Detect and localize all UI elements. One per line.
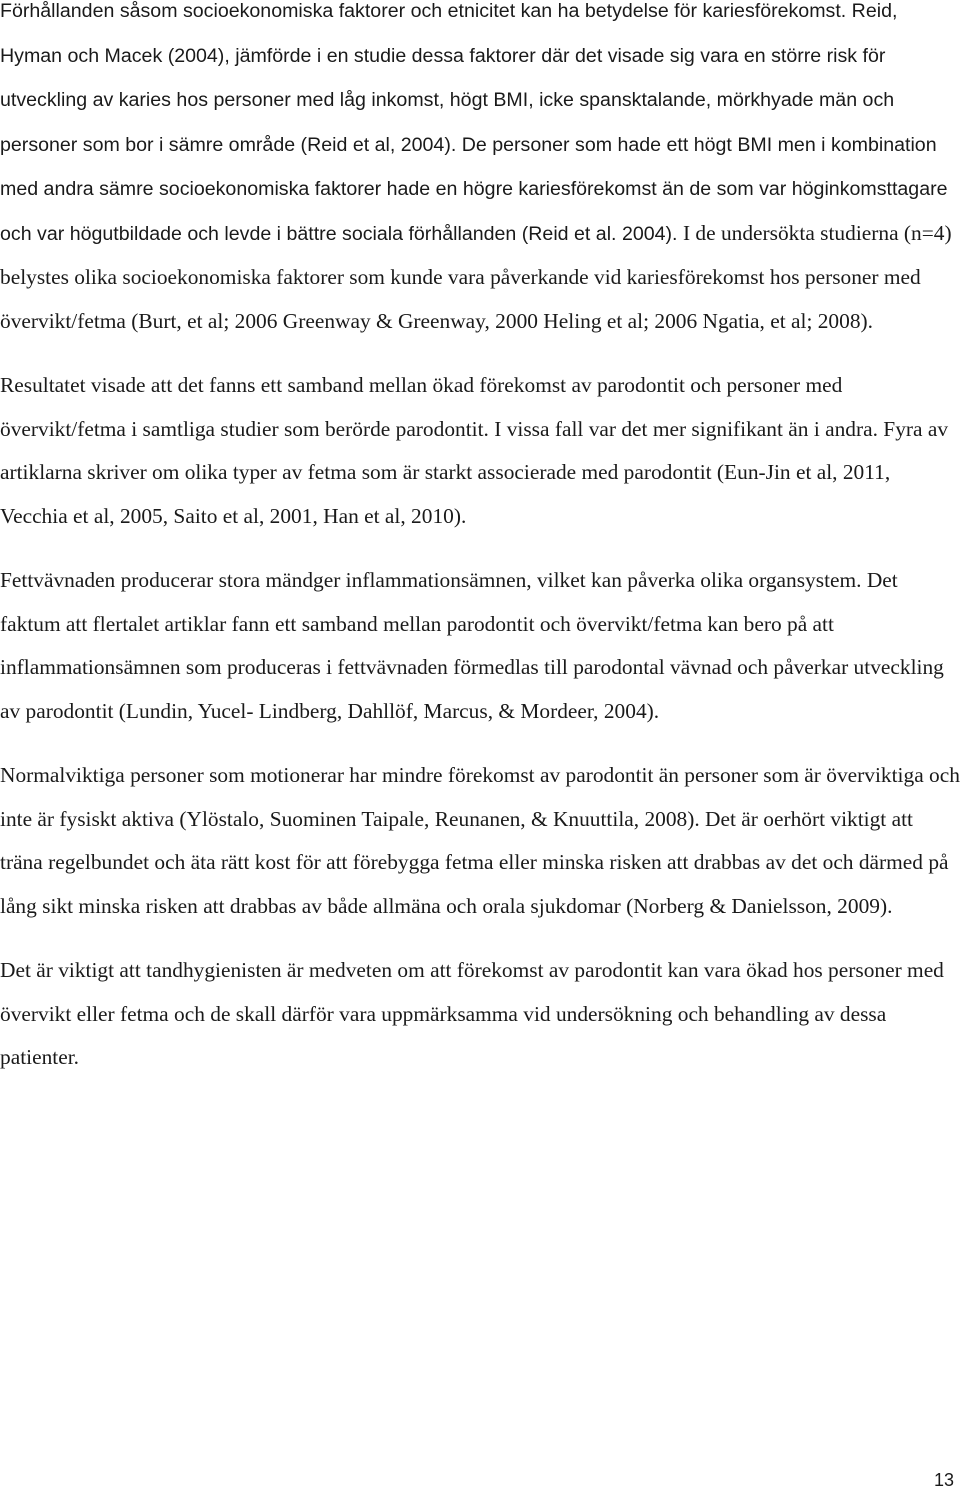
paragraph-socioeconomic-factors [0, 0, 960, 343]
text-segment: Det är viktigt att tandhygienisten är medveten om att förekomst av parodontit kan vara ökad hos personer med övervikt eller fetma och de skall därför vara uppmärksamma vid undersökning och behandling av dessa patienter. [0, 958, 944, 1069]
text-segment: I de undersökta studierna (n=4) belystes olika socioekonomiska faktorer som kunde vara påverkande vid kariesförekomst hos personer med övervikt/fetma (Burt, et al; 2006 Greenway & Greenway, 2000 Heling et al; 2006 Ngatia, et al; 2008). [0, 220, 952, 333]
text-segment: Förhållanden såsom socioekonomiska faktorer och etnicitet kan ha betydelse för kariesförekomst. [0, 0, 852, 22]
paragraph-dental-hygienist [0, 949, 960, 1080]
text-segment: Reid, Hyman och Macek (2004), jämförde i en studie dessa faktorer där det visade sig vara en större risk för utveckling av karies hos personer med låg inkomst, högt BMI, icke spansktalande, mörkhyade män och personer som bor i sämre område (Reid et al, 2004). [0, 0, 898, 156]
text-segment: De personer som hade ett högt BMI men i kombination med andra sämre socioekonomiska faktorer hade en högre kariesförekomst än de som var höginkomsttagare och var högutbildade och levde i bättre sociala förhållanden (Reid et al. 2004). [0, 133, 948, 245]
text-segment: Normalviktiga personer som motionerar har mindre förekomst av parodontit än personer som är överviktiga och inte är fysiskt aktiva (Ylöstalo, Suominen Taipale, Reunanen, & Knuuttila, 2008). Det är oerhört viktigt att träna regelbundet och äta rätt kost för att förebygga fetma eller minska risken att drabbas av det och därmed på lång sikt minska risken att drabbas av både allmäna och orala sjukdomar (Norberg & Danielsson, 2009). [0, 763, 960, 918]
text-segment: Fettvävnaden producerar stora mändger inflammationsämnen, vilket kan påverka olika organsystem. Det faktum att flertalet artiklar fann ett samband mellan parodontit och övervikt/fetma kan bero på att inflammationsämnen som produceras i fettvävnaden förmedlas till parodontal vävnad och påverkar utveckling av parodontit (Lundin, Yucel- Lindberg, Dahllöf, Marcus, & Mordeer, 2004). [0, 568, 944, 723]
paragraph-periodontitis-results [0, 364, 960, 538]
paragraph-exercise [0, 754, 960, 928]
page-number: 13 [933, 1470, 954, 1490]
paragraph-adipose-tissue [0, 559, 960, 733]
text-segment: Resultatet visade att det fanns ett samband mellan ökad förekomst av parodontit och personer med övervikt/fetma i samtliga studier som berörde parodontit. I vissa fall var det mer signifikant än i andra. Fyra av artiklarna skriver om olika typer av fetma som är starkt associerade med parodontit (Eun-Jin et al, 2011, Vecchia et al, 2005, Saito et al, 2001, Han et al, 2010). [0, 373, 949, 528]
